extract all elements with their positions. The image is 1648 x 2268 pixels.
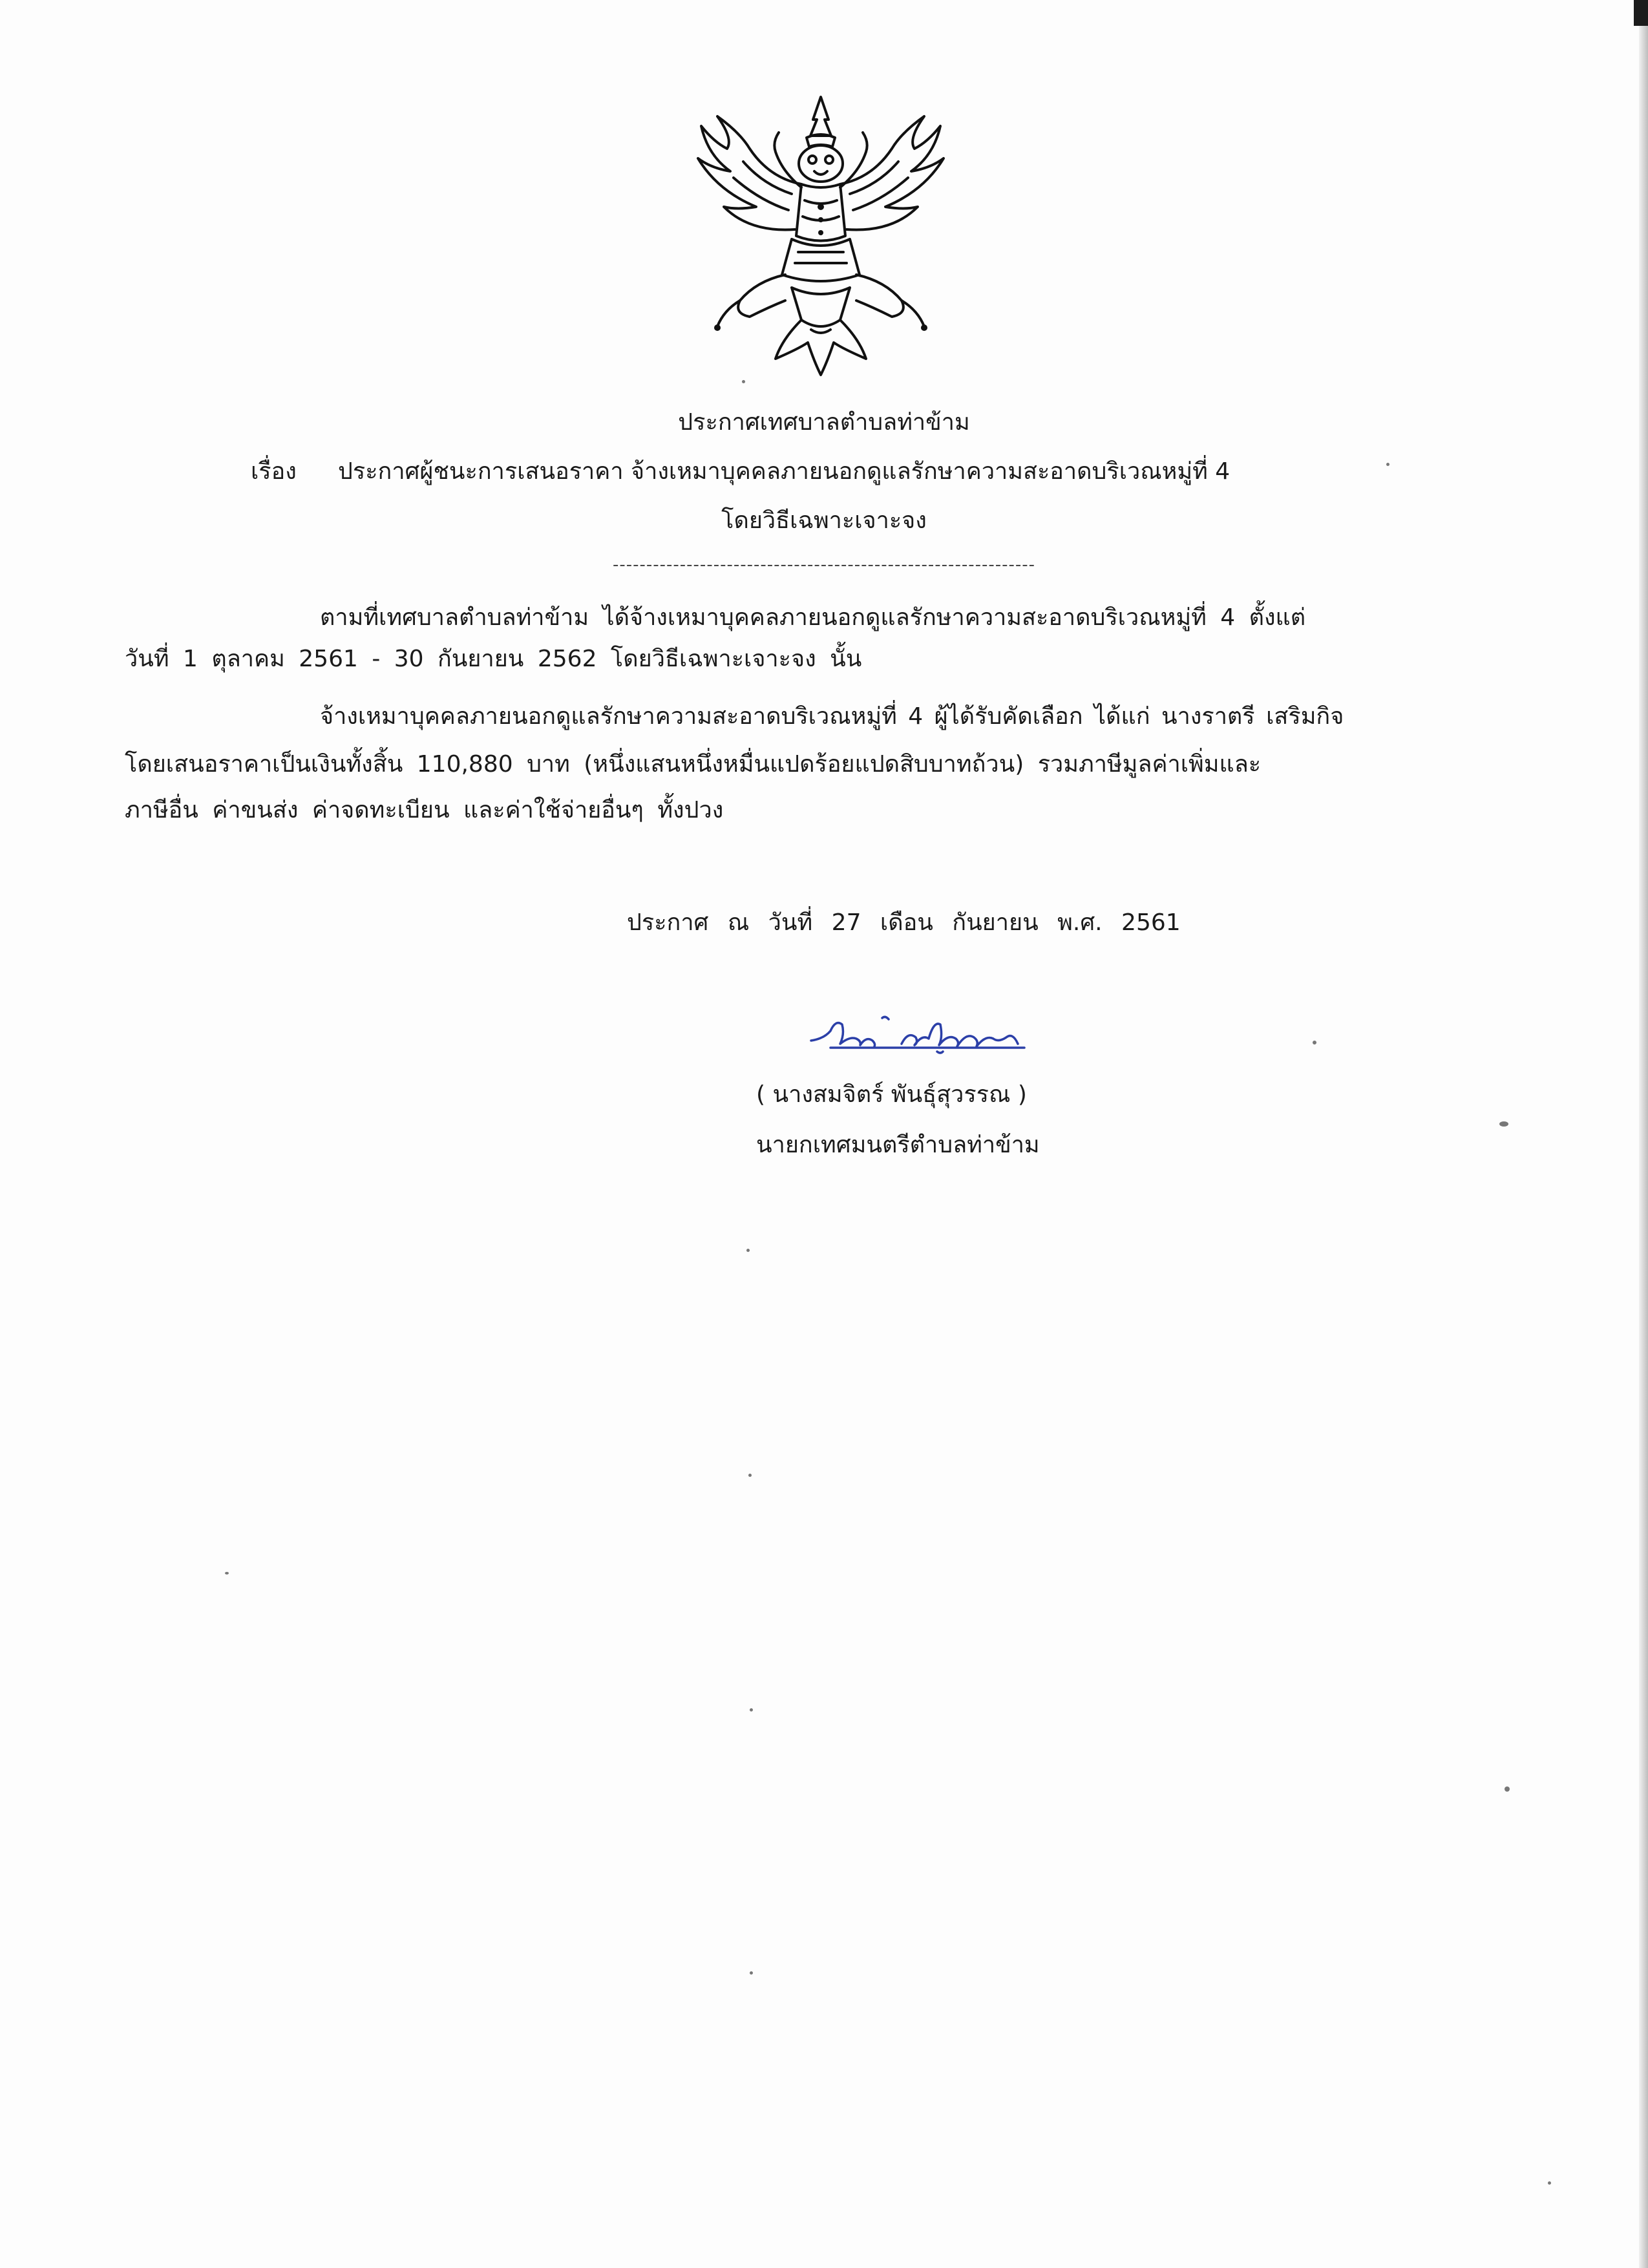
announcement-title: ประกาศเทศบาลตำบลท่าข้าม xyxy=(678,409,970,436)
separator-line: --------------------------------------------------------------- xyxy=(612,555,1036,575)
handwritten-signature xyxy=(805,1005,1083,1063)
paragraph1-line2: วันที่ 1 ตุลาคม 2561 - 30 กันยายน 2562 โดยวิธีเฉพาะเจาะจง นั้น xyxy=(125,646,862,672)
scan-speck xyxy=(750,1708,753,1712)
scan-speck xyxy=(1505,1786,1510,1792)
garuda-emblem xyxy=(679,87,963,381)
subject-text: ประกาศผู้ชนะการเสนอราคา จ้างเหมาบุคคลภายนอกดูแลรักษาความสะอาดบริเวณหมู่ที่ 4 xyxy=(338,458,1231,485)
scan-speck xyxy=(1386,463,1389,466)
signatory-position: นายกเทศมนตรีตำบลท่าข้าม xyxy=(756,1132,1040,1158)
signatory-name: ( นางสมจิตร์ พันธุ์สุวรรณ ) xyxy=(756,1081,1027,1108)
scan-speck xyxy=(1313,1041,1316,1044)
scan-speck xyxy=(1548,2181,1551,2185)
subject-continuation: โดยวิธีเฉพาะเจาะจง xyxy=(721,507,927,534)
paragraph1-line1: ตามที่เทศบาลตำบลท่าข้าม ได้จ้างเหมาบุคคลภายนอกดูแลรักษาความสะอาดบริเวณหมู่ที่ 4 ตั้งแต่ xyxy=(320,604,1306,631)
scan-speck xyxy=(1499,1121,1508,1127)
scan-edge xyxy=(1639,0,1648,2268)
scan-edge-corner xyxy=(1634,0,1648,26)
paragraph2-line2: โดยเสนอราคาเป็นเงินทั้งสิ้น 110,880 บาท (หนึ่งแสนหนึ่งหมื่นแปดร้อยแปดสิบบาทถ้วน) รวมภาษีมูลค่าเพิ่มและ xyxy=(125,751,1262,778)
scan-speck xyxy=(748,1474,752,1477)
scan-speck xyxy=(750,1971,753,1975)
scan-speck xyxy=(225,1572,229,1574)
scan-speck xyxy=(742,380,745,383)
subject-label: เรื่อง xyxy=(251,458,297,485)
announcement-dateline: ประกาศ ณ วันที่ 27 เดือน กันยายน พ.ศ. 2561 xyxy=(627,909,1181,936)
scan-speck xyxy=(746,1249,750,1252)
paragraph2-line1: จ้างเหมาบุคคลภายนอกดูแลรักษาความสะอาดบริเวณหมู่ที่ 4 ผู้ได้รับคัดเลือก ได้แก่ นางราตรี เสริมกิจ xyxy=(320,703,1344,730)
paragraph2-line3: ภาษีอื่น ค่าขนส่ง ค่าจดทะเบียน และค่าใช้จ่ายอื่นๆ ทั้งปวง xyxy=(125,797,724,823)
